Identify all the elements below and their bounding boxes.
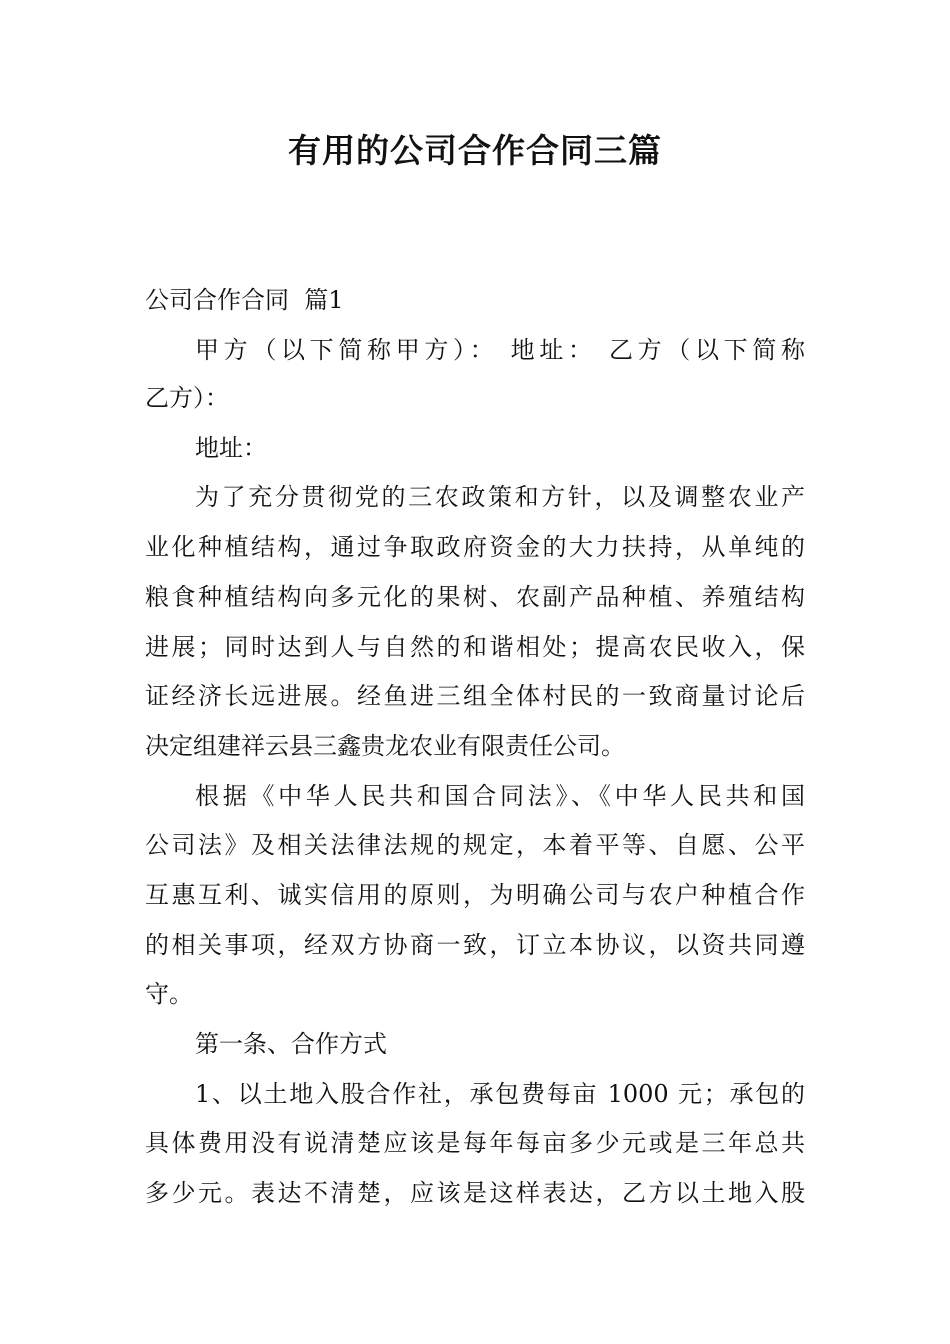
paragraph-line: 为了充分贯彻党的三农政策和方针，以及调整农业产 xyxy=(195,483,805,511)
paragraph-line: 证经济长远进展。经鱼进三组全体村民的一致商量讨论后 xyxy=(145,682,805,710)
paragraph-line: 多少元。表达不清楚，应该是这样表达，乙方以土地入股 xyxy=(145,1179,805,1207)
address-line: 地址： xyxy=(195,434,267,462)
paragraph-line: 决定组建祥云县三鑫贵龙农业有限责任公司。 xyxy=(145,732,625,760)
paragraph-line: 进展；同时达到人与自然的和谐相处；提高农民收入，保 xyxy=(145,633,805,661)
article-title: 第一条、合作方式 xyxy=(195,1030,387,1058)
paragraph-line: 1、以土地入股合作社，承包费每亩 1000 元；承包的 xyxy=(195,1080,805,1108)
section-heading: 公司合作合同 篇1 xyxy=(145,286,344,314)
party-line-2: 乙方）： xyxy=(145,384,229,412)
paragraph-line: 公司法》及相关法律法规的规定，本着平等、自愿、公平 xyxy=(145,831,805,859)
party-line-1: 甲方（以下简称甲方）： 地址： 乙方（以下简称 xyxy=(195,336,805,364)
paragraph-line: 粮食种植结构向多元化的果树、农副产品种植、养殖结构 xyxy=(145,583,805,611)
paragraph-line: 守。 xyxy=(145,980,193,1008)
paragraph-line: 的相关事项，经双方协商一致，订立本协议，以资共同遵 xyxy=(145,931,805,959)
paragraph-line: 业化种植结构，通过争取政府资金的大力扶持，从单纯的 xyxy=(145,533,805,561)
paragraph-line: 具体费用没有说清楚应该是每年每亩多少元或是三年总共 xyxy=(145,1129,805,1157)
paragraph-line: 互惠互利、诚实信用的原则，为明确公司与农户种植合作 xyxy=(145,881,805,909)
document-title: 有用的公司合作合同三篇 xyxy=(288,131,662,170)
paragraph-line: 根据《中华人民共和国合同法》、《中华人民共和国 xyxy=(195,782,805,810)
